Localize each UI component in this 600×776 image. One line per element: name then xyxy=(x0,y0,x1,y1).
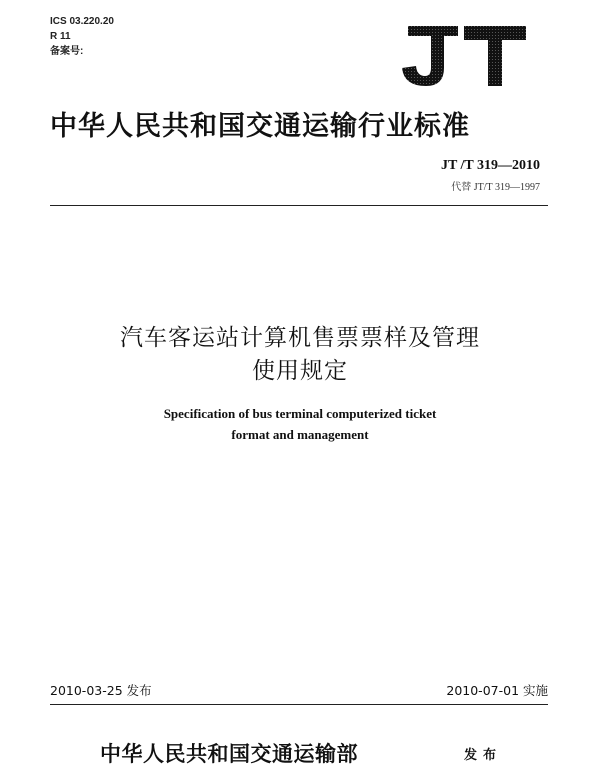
issuer-standard-title: 中华人民共和国交通运输行业标准 xyxy=(50,111,470,142)
classification-block xyxy=(50,14,114,59)
issuing-authority: 中华人民共和国交通运输部 xyxy=(100,741,358,766)
publish-label: 发布 xyxy=(464,748,503,763)
document-title-zh-line1: 汽车客运站计算机售票票样及管理 xyxy=(120,325,480,351)
replaces-standard: 代替 JT/T 319—1997 xyxy=(451,182,540,193)
top-divider xyxy=(50,205,548,206)
document-title-en-line2: format and management xyxy=(231,427,369,442)
ics-code: ICS 03.220.20 xyxy=(50,16,114,27)
implementation-date: 2010-07-01 实施 xyxy=(446,683,548,698)
document-title-zh-line2: 使用规定 xyxy=(252,358,348,384)
record-number-label: 备案号: xyxy=(50,46,84,57)
ccs-code: R 11 xyxy=(50,31,71,42)
jt-logo-letters: JT xyxy=(398,22,399,23)
jt-logo xyxy=(398,22,530,90)
document-title-en-line1: Specification of bus terminal computerized ticket xyxy=(163,406,437,421)
issue-date: 2010-03-25 发布 xyxy=(50,683,152,698)
bottom-divider xyxy=(50,704,548,705)
standard-number: JT /T 319—2010 xyxy=(440,158,540,173)
